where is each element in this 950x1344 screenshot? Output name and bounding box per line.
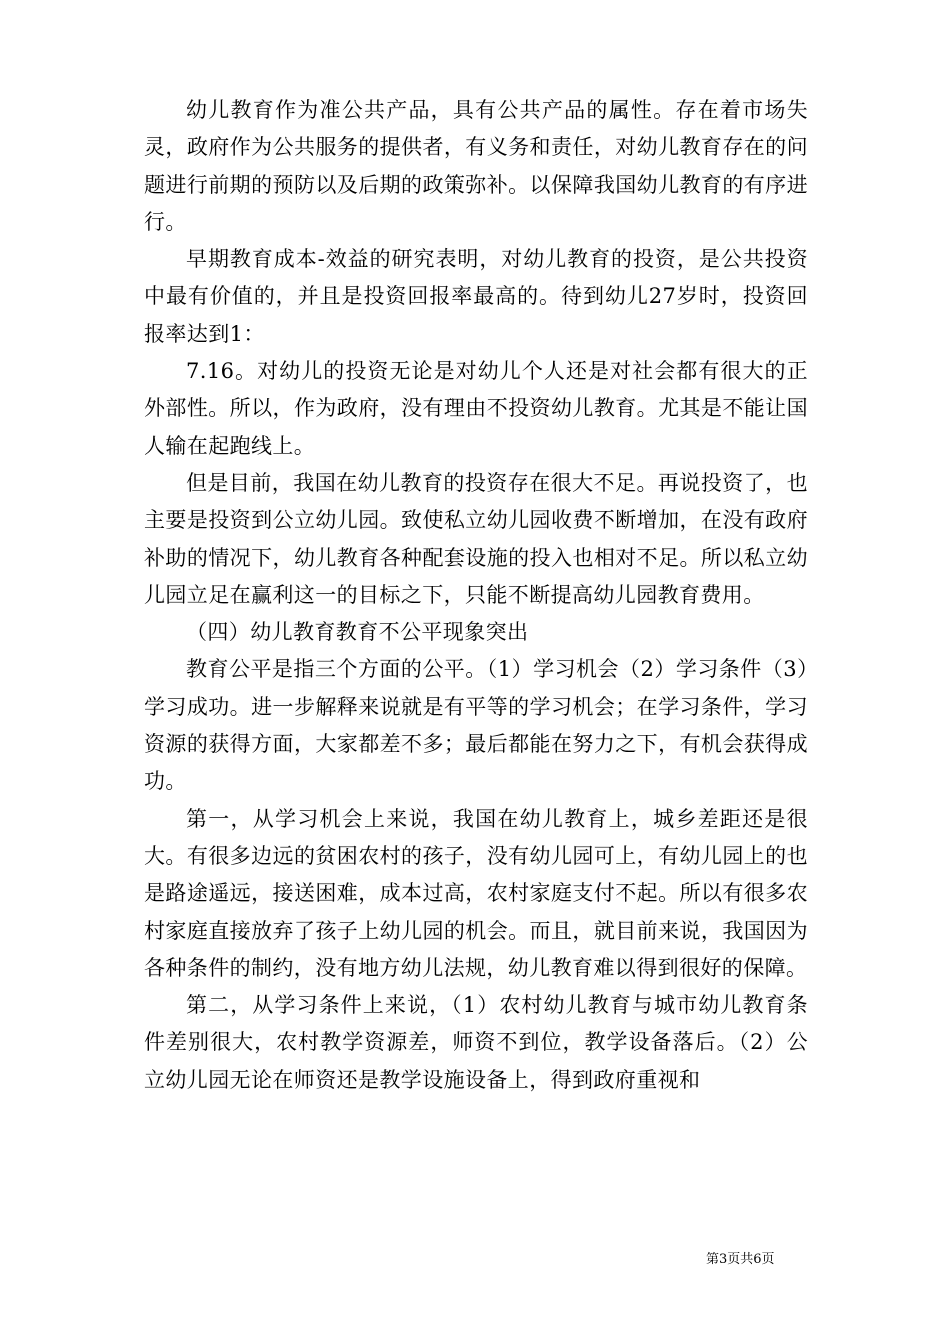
section-heading: （四）幼儿教育教育不公平现象突出 xyxy=(186,620,529,645)
page-number: 第3页共6页 xyxy=(706,1252,775,1267)
paragraph: 但是目前，我国在幼儿教育的投资存在很大不足。再说投资了，也主要是投资到公立幼儿园。致使私立幼儿园收费不断增加，在没有政府补助的情况下，幼儿教育各种配套设施的投入也相对不足。所以私立幼儿园立足在赢利这一的目标之下，只能不断提高幼儿园教育费用。 xyxy=(144,470,808,607)
paragraph: 7.16。对幼儿的投资无论是对幼儿个人还是对社会都有很大的正外部性。所以，作为政府，没有理由不投资幼儿教育。尤其是不能让国人输在起跑线上。 xyxy=(144,359,808,458)
paragraph: 早期教育成本-效益的研究表明，对幼儿教育的投资，是公共投资中最有价值的，并且是投资回报率最高的。待到幼儿27岁时，投资回报率达到1： xyxy=(144,247,808,346)
document-body xyxy=(144,92,808,1099)
paragraph: 教育公平是指三个方面的公平。（1）学习机会（2）学习条件（3）学习成功。进一步解释来说就是有平等的学习机会；在学习条件，学习资源的获得方面，大家都差不多；最后都能在努力之下，有机会获得成功。 xyxy=(144,657,808,794)
paragraph: 第一，从学习机会上来说，我国在幼儿教育上，城乡差距还是很大。有很多边远的贫困农村的孩子，没有幼儿园可上，有幼儿园上的也是路途遥远，接送困难，成本过高，农村家庭支付不起。所以有很多农村家庭直接放弃了孩子上幼儿园的机会。而且，就目前来说，我国因为各种条件的制约，没有地方幼儿法规，幼儿教育难以得到很好的保障。 xyxy=(144,806,808,980)
paragraph: 第二，从学习条件上来说，（1）农村幼儿教育与城市幼儿教育条件差别很大，农村教学资源差，师资不到位，教学设备落后。（2）公立幼儿园无论在师资还是教学设施设备上，得到政府重视和 xyxy=(144,993,808,1092)
paragraph: 幼儿教育作为准公共产品，具有公共产品的属性。存在着市场失灵，政府作为公共服务的提供者，有义务和责任，对幼儿教育存在的问题进行前期的预防以及后期的政策弥补。以保障我国幼儿教育的有序进行。 xyxy=(144,98,808,234)
